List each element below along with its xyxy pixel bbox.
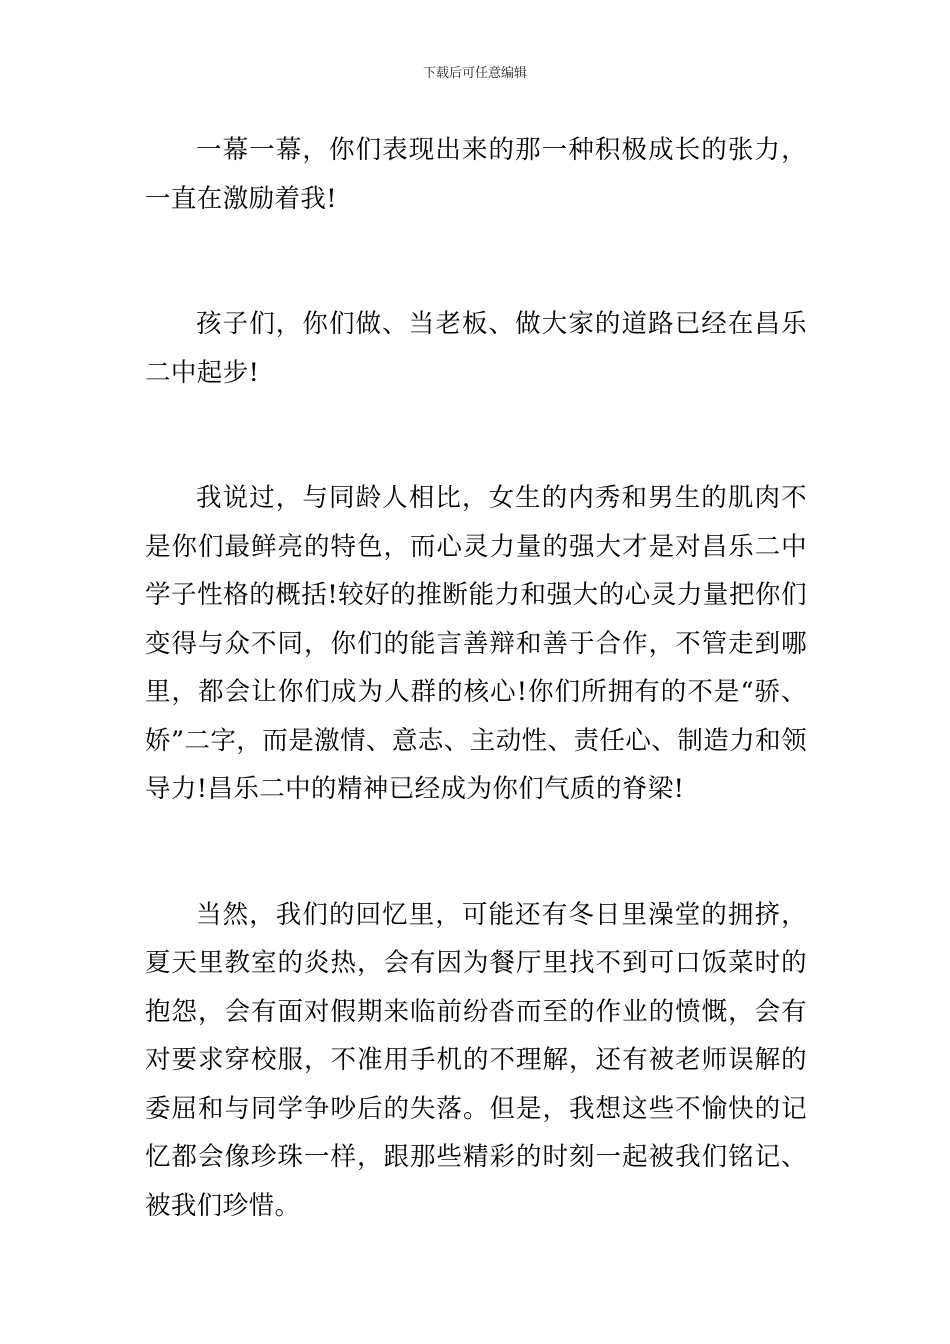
paragraph-1: 一幕一幕，你们表现出来的那一种积极成长的张力，一直在激励着我! (145, 135, 807, 214)
paragraph-4: 当然，我们的回忆里，可能还有冬日里澡堂的拥挤，夏天里教室的炎热，会有因为餐厅里找不到可口饭菜时的抱怨，会有面对假期来临前纷沓而至的作业的愤慨，会有对要求穿校服，不准用手机的不理解，还有被老师误解的委屈和与同学争吵后的失落。但是，我想这些不愉快的记忆都会像珍珠一样，跟那些精彩的时刻一起被我们铭记、被我们珍惜。 (145, 899, 807, 1221)
page-header: 下载后可任意编辑 (422, 66, 527, 81)
document-body (145, 126, 807, 1230)
paragraph-3: 我说过，与同龄人相比，女生的内秀和男生的肌肉不是你们最鲜亮的特色，而心灵力量的强大才是对昌乐二中学子性格的概括!较好的推断能力和强大的心灵力量把你们变得与众不同，你们的能言善辩和善于合作，不管走到哪里，都会让你们成为人群的核心!你们所拥有的不是“骄、娇”二字，而是激情、意志、主动性、责任心、制造力和领导力!昌乐二中的精神已经成为你们气质的脊梁! (145, 483, 807, 804)
paragraph-2: 孩子们，你们做、当老板、做大家的道路已经在昌乐二中起步! (145, 309, 807, 388)
